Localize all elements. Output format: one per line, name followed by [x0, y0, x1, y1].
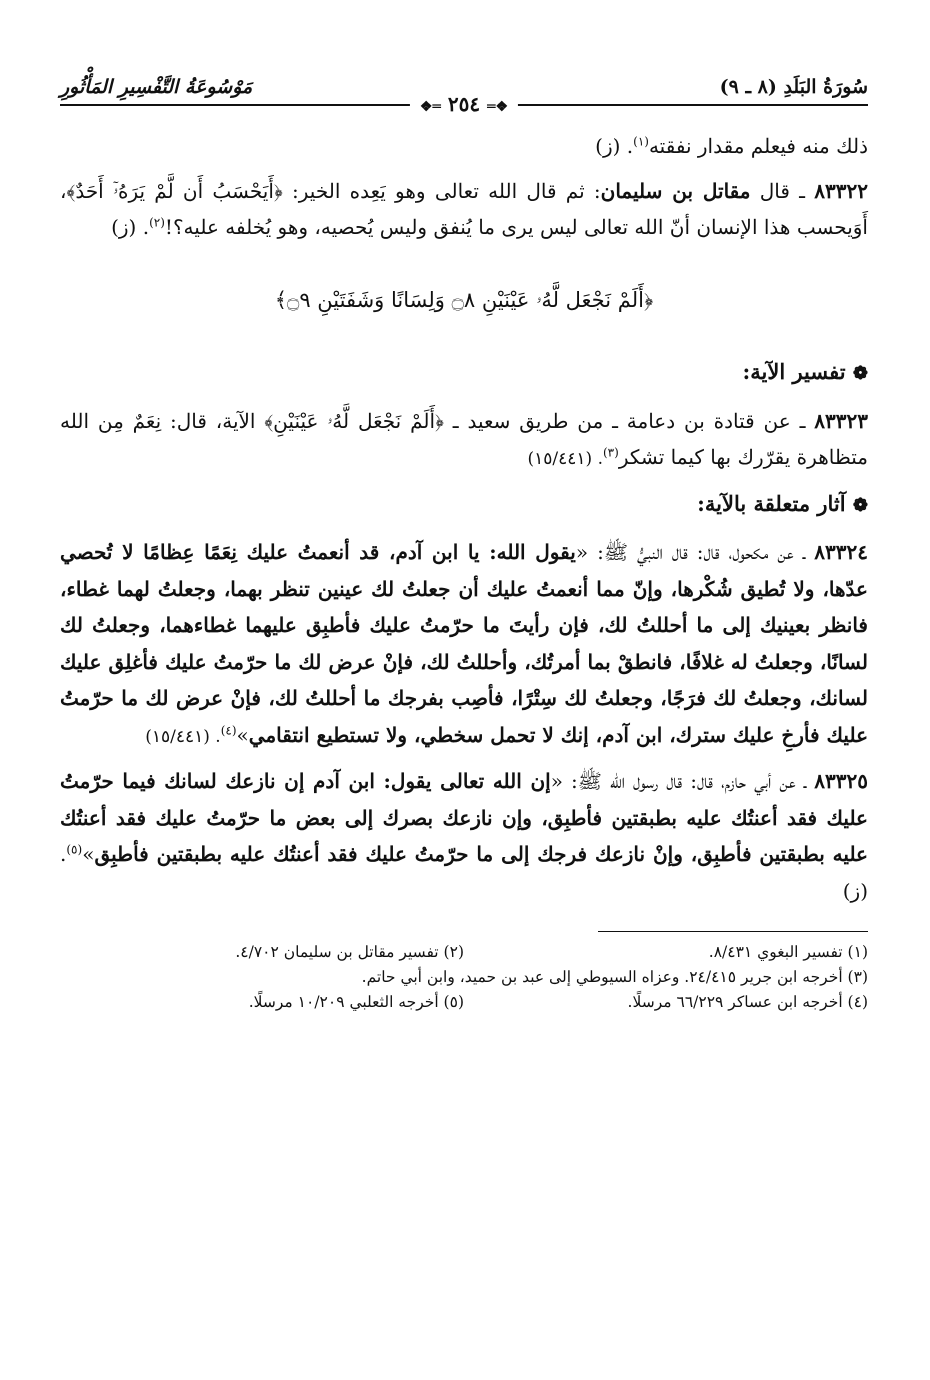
paragraph-text: ـ عن مكحول، قال: قال النبيُّ ﷺ: «	[575, 540, 815, 564]
athar-83324	[60, 534, 868, 755]
section-heading-athar	[60, 486, 868, 525]
source-code: . (ز)	[60, 842, 868, 903]
quote-close: »	[236, 722, 249, 747]
athar-number: ٨٣٣٢٤	[814, 540, 869, 564]
hadith-quote: إن الله تعالى يقول: ابن آدم إن نازعك لسانك فيما حرّمتُ عليك فقد أعنتُك عليه بطبقتين فأطبِق، وإن نازعك بصرك إلى بعض ما حرّمتُ عليك فقد أعنتُك عليه بطبقتين فأطبِق، وإنْ نازعك فرجك إلى ما حرّمتُ عليك فقد أعنتُك عليه بطبقتين فأطبِق	[60, 769, 868, 866]
page-number: ٢٥٤	[447, 92, 481, 116]
quran-verse: ﴿أَلَمْ نَجْعَل لَّهُۥ عَيْنَيْنِ ۝٨ وَلِسَانًا وَشَفَتَيْنِ ۝٩﴾	[274, 287, 654, 312]
book-title: مَوْسُوعَةُ التَّفْسِيرِ المَأْثُورِ	[60, 76, 253, 98]
page-body	[60, 128, 868, 1015]
heading-text: تفسير الآية:	[742, 359, 846, 384]
footnote-2: (٢) تفسير مقاتل بن سليمان ٤/٧٠٢.	[235, 943, 464, 961]
footnotes	[60, 940, 868, 1015]
source-code: . (ز)	[595, 134, 634, 158]
footnote-marker: (٤)	[220, 722, 237, 737]
footnote-3: (٣) أخرجه ابن جرير ٢٤/٤١٥. وعزاه السيوطي إلى عبد بن حميد، وابن أبي حاتم.	[361, 968, 868, 986]
athar-83323	[60, 403, 868, 478]
footnote-4: (٤) أخرجه ابن عساكر ٦٦/٢٢٩ مرسلًا.	[627, 993, 868, 1011]
hadith-quote: يقول الله: يا ابن آدم، قد أنعمتُ عليك نِعَمًا عِظامًا لا تُحصي عدّها، ولا تُطيق شُكْرها، وإنّ مما أنعمتُ عليك أن جعلتُ لك عينين تنظر بهما، وجعلتُ لهما غطاء، فانظر بعينيك إلى ما أحللتُ لك، فإن رأيتَ ما حرّمتُ عليك فأطبِق عليهما غطاءهما، وجعلتُ لك لسانًا، وجعلتُ له غلافًا، فانطقْ بما أمرتُك، وأحللتُ لك، فإنْ عرض لك ما حرّمتُ عليك فأغلِق عليك لسانك، وجعلتُ لك فرَجًا، وجعلتُ لك سِتْرًا، فأصِب بفرجك ما أحللتُ لك، فإنْ عرض لك ما حرّمتُ عليك فأرخِ عليك سترك، ابن آدم، إنك لا تحمل سخطي، ولا تستطيع انتقامي	[60, 540, 868, 747]
footnote-row	[60, 940, 868, 965]
athar-83322	[60, 173, 868, 246]
paragraph-text: ـ عن قتادة بن دعامة ـ من طريق سعيد ـ ﴿أَلَمْ نَجْعَل لَّهُۥ عَيْنَيْنِ﴾ الآية، قال: نِعَمٌ مِن الله متظاهرة يقرّرك بها كيما تشكر	[60, 408, 868, 469]
athar-83325	[60, 763, 868, 909]
athar-number: ٨٣٣٢٢	[814, 178, 868, 203]
paragraph-continuation	[60, 128, 868, 165]
paragraph-text: ذلك منه فيعلم مقدار نفقته	[648, 134, 868, 158]
volume-reference: . (١٥/٤٤١)	[145, 726, 221, 747]
quote-close: »	[82, 842, 95, 866]
source-code: . (ز)	[111, 215, 150, 239]
sura-title: سُورَةُ البَلَدِ (٨ ـ ٩)	[719, 76, 868, 98]
paragraph-text: ـ عن أبي حازم، قال: قال رسول الله ﷺ: «	[550, 769, 815, 793]
footnote-divider	[598, 931, 868, 932]
footnote-5: (٥) أخرجه الثعلبي ١٠/٢٠٩ مرسلًا.	[248, 993, 464, 1011]
athar-number: ٨٣٣٢٥	[814, 769, 868, 793]
flower-ornament-icon: ❁	[852, 363, 868, 384]
page-number-box	[410, 92, 518, 116]
footnote-marker: (٢)	[149, 215, 165, 230]
ornament-icon: ❖═	[487, 99, 509, 115]
heading-text: آثار متعلقة بالآية:	[697, 490, 846, 516]
ornament-icon: ═❖	[419, 99, 441, 115]
footnote-row	[60, 990, 868, 1015]
volume-reference: . (١٥/٤٤١)	[527, 449, 603, 469]
paragraph-text: ـ قال	[750, 178, 815, 203]
athar-number: ٨٣٣٢٣	[814, 408, 868, 433]
flower-ornament-icon: ❁	[852, 494, 868, 516]
narrator-name: مقاتل بن سليمان	[600, 178, 751, 203]
footnote-marker: (٣)	[602, 445, 619, 460]
section-heading-tafsir	[60, 354, 868, 393]
footnote-marker: (٥)	[66, 842, 83, 857]
page-header	[60, 70, 868, 116]
page	[60, 70, 868, 1015]
footnote-marker: (١)	[633, 134, 649, 149]
paragraph-text: : ثم قال الله تعالى وهو يَعِده الخير: ﴿أَيَحْسَبُ أَن لَّمْ يَرَهُۥٓ أَحَدٌ﴾، أَوَيحسب هذا الإنسان أنّ الله تعالى ليس يرى ما يُنفق وليس يُحصيه، وهو يُخلفه عليه؟!	[60, 178, 868, 239]
footnote-1: (١) تفسير البغوي ٨/٤٣١.	[708, 943, 868, 961]
